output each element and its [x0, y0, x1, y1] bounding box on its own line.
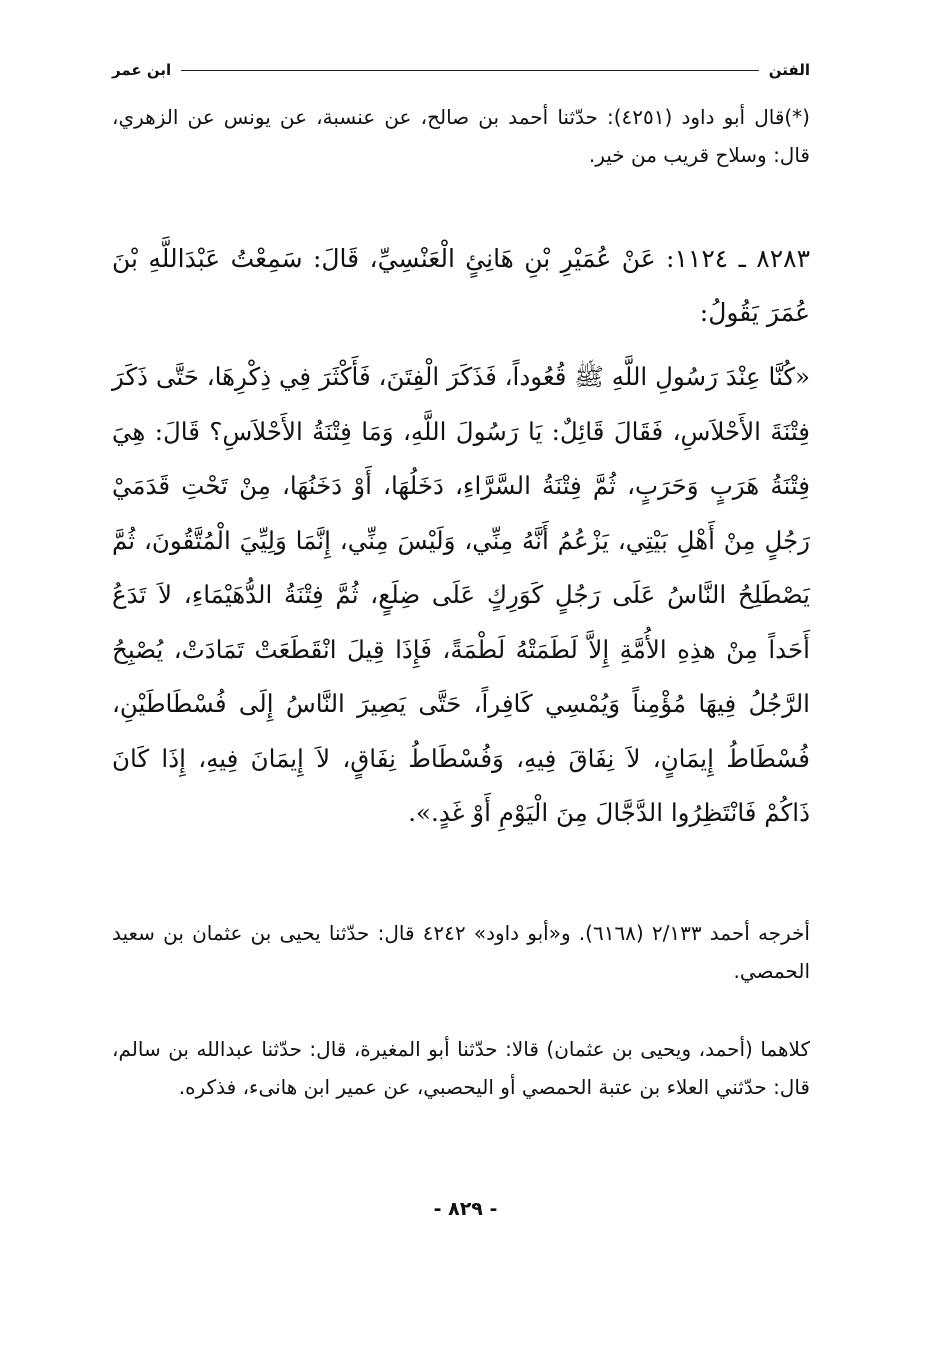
- section-title: ابن عمر: [112, 61, 172, 79]
- intro-note: (*)قال أبو داود (٤٢٥١): حدّثنا أحمد بن صالح، عن عنسبة، عن يونس عن الزهري، قال: وسلاح قريب من خير.: [112, 105, 810, 167]
- hadith-heading: ٨٢٨٣ ـ ١١٢٤: عَنْ عُمَيْرِ بْنِ هَانِئٍ الْعَنْسِيِّ، قَالَ: سَمِعْتُ عَبْدَاللَّهِ بْنَ عُمَرَ يَقُولُ:: [112, 244, 810, 327]
- page-number: - ٨٢٩ -: [433, 1198, 498, 1220]
- header-rule: [181, 70, 759, 71]
- chapter-title: الفتن: [768, 61, 810, 79]
- takhrij-paragraph-2: كلاهما (أحمد، ويحيى بن عثمان) قالا: حدّثنا أبو المغيرة، قال: حدّثنا عبدالله بن سالم، قال: حدّثني العلاء بن عتبة الحمصي أو اليحصبي، عن عمير ابن هانىء، فذكره.: [112, 1037, 810, 1099]
- takhrij-paragraph-1: أخرجه أحمد ٢/١٣٣ (٦١٦٨). و«أبو داود» ٤٢٤٢ قال: حدّثنا يحيى بن عثمان بن سعيد الحمصي.: [112, 921, 810, 983]
- running-header: [112, 58, 810, 82]
- hadith-text: «كُنَّا عِنْدَ رَسُولِ اللَّهِ ﷺ قُعُوداً، فَذَكَرَ الْفِتَنَ، فَأَكْثَرَ فِي ذِكْرِهَا، حَتَّى ذَكَرَ فِتْنَةَ الأَحْلاَسِ، فَقَالَ قَائِلٌ: يَا رَسُولَ اللَّهِ، وَمَا فِتْنَةُ الأَحْلاَسِ؟ قَالَ: هِيَ فِتْنَةُ هَرَبٍ وَحَرَبٍ، ثُمَّ فِتْنَةُ السَّرَّاءِ، دَخَلُهَا، أَوْ دَخَنُهَا، مِنْ تَحْتِ قَدَمَيْ رَجُلٍ مِنْ أَهْلِ بَيْتِي، يَزْعُمُ أَنَّهُ مِنِّي، وَلَيْسَ مِنِّي، إِنَّمَا وَلِيِّيَ الْمُتَّقُونَ، ثُمَّ يَصْطَلِحُ النَّاسُ عَلَى رَجُلٍ كَوَرِكٍ عَلَى ضِلَعٍ، ثُمَّ فِتْنَةُ الدُّهَيْمَاءِ، لاَ تَدَعُ أَحَداً مِنْ هذِهِ الأُمَّةِ إِلاَّ لَطَمَتْهُ لَطْمَةً، فَإِذَا قِيلَ انْقَطَعَتْ تَمَادَتْ، يُصْبِحُ الرَّجُلُ فِيهَا مُؤْمِناً وَيُمْسِي كَافِراً، حَتَّى يَصِيرَ النَّاسُ إِلَى فُسْطَاطَيْنِ، فُسْطَاطُ إِيمَانٍ، لاَ نِفَاقَ فِيهِ، وَفُسْطَاطُ نِفَاقٍ، لاَ إِيمَانَ فِيهِ، إِذَا كَانَ ذَاكُمْ فَانْتَظِرُوا الدَّجَّالَ مِنَ الْيَوْمِ أَوْ غَدٍ.».: [112, 362, 810, 827]
